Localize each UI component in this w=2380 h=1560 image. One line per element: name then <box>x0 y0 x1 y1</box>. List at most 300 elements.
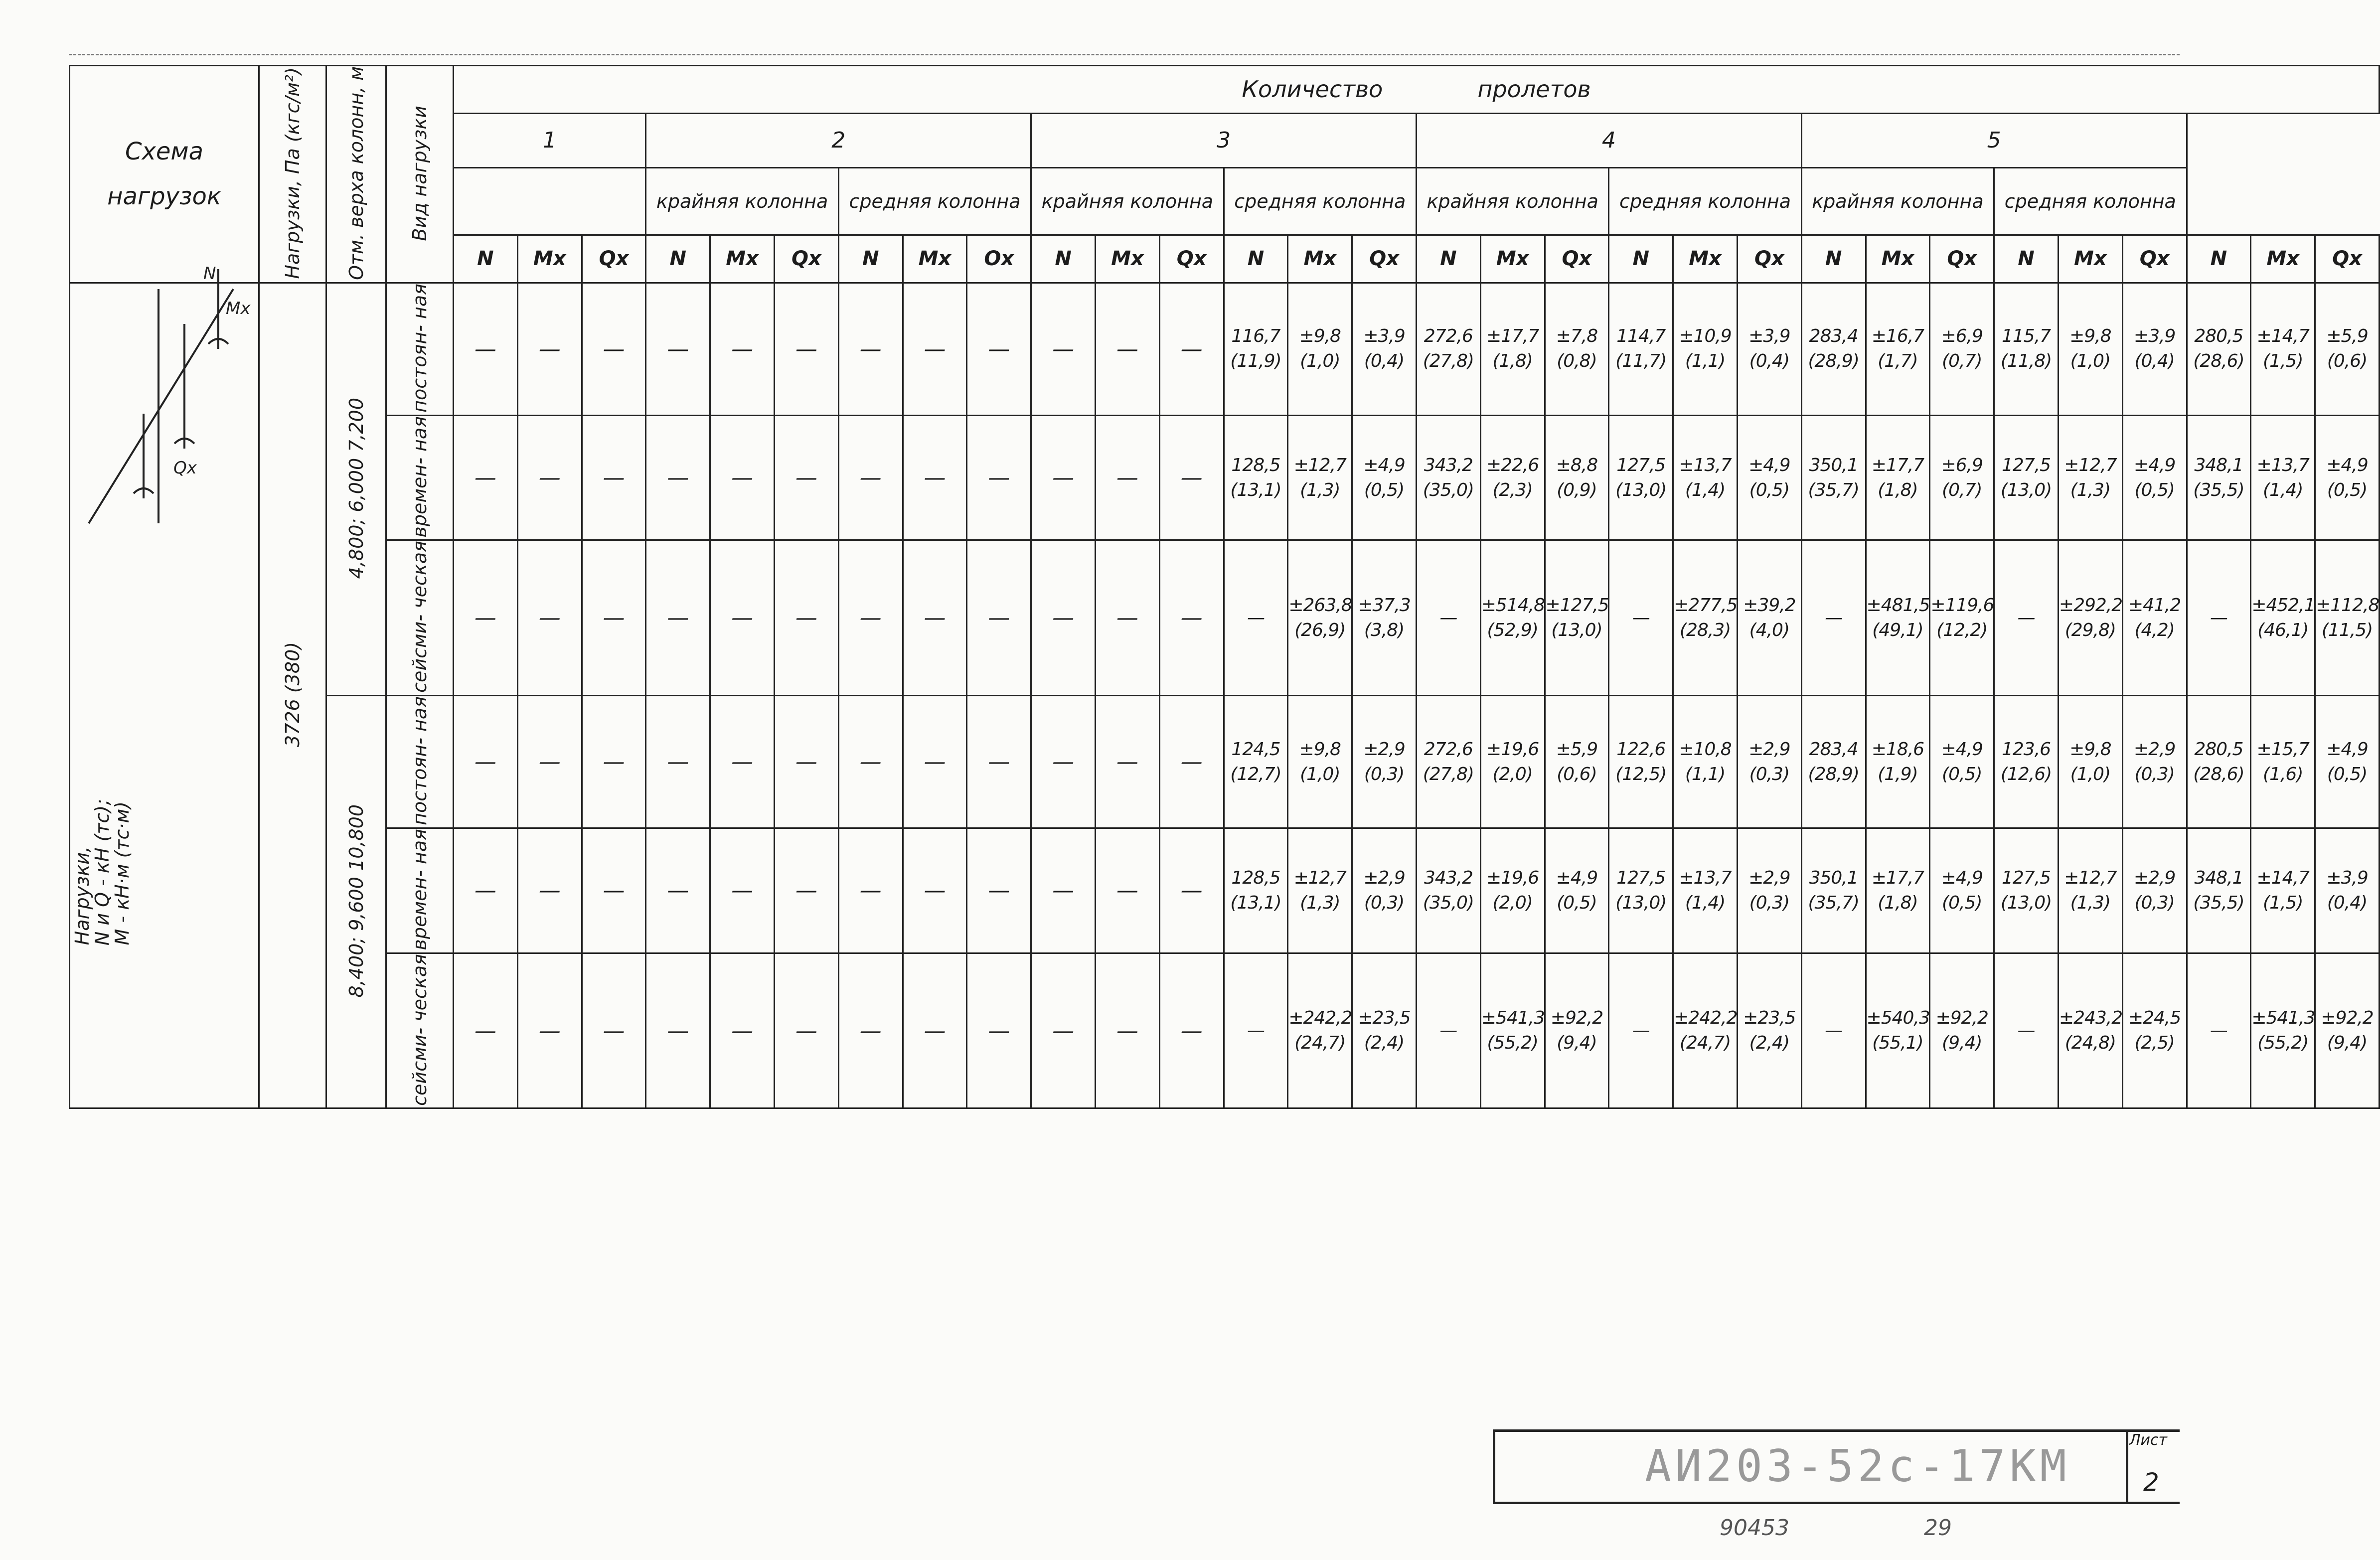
empty-cell: — <box>646 953 710 1108</box>
value-kgs: (49,1) <box>1872 620 1923 640</box>
legend-line-2: N и Q - кН (тс); <box>91 798 113 945</box>
value-kgs: (1,3) <box>2070 479 2110 500</box>
empty-cell: — <box>582 415 646 540</box>
empty-cell: — <box>1159 828 1224 953</box>
value-main: ±18,6 <box>1871 739 1924 760</box>
value-cell <box>1994 828 2059 953</box>
spans-title-1: Количество <box>1242 76 1383 103</box>
value-cell <box>1416 953 1480 1108</box>
value-main: ±23,5 <box>1743 1008 1796 1029</box>
value-cell <box>2315 953 2380 1108</box>
load-kind: сейсми- ческая <box>409 953 431 1106</box>
value-kgs: (2,0) <box>1492 892 1533 913</box>
value-cell <box>2122 540 2187 696</box>
empty-cell: — <box>903 283 967 415</box>
value-cell <box>1609 540 1673 696</box>
value-cell <box>2187 696 2251 828</box>
col-N-header: N <box>646 235 710 283</box>
value-main: — <box>2210 1020 2227 1041</box>
value-main: 115,7 <box>2001 326 2051 347</box>
value-cell <box>1737 953 1801 1108</box>
value-cell <box>1801 283 1866 415</box>
empty-cell: — <box>774 415 838 540</box>
value-main: ±3,9 <box>2133 326 2176 347</box>
empty-cell: — <box>1095 415 1159 540</box>
col-Qx-header: Qx <box>1930 235 1994 283</box>
value-cell <box>1416 540 1480 696</box>
empty-cell: — <box>838 283 903 415</box>
value-main: 272,6 <box>1424 326 1473 347</box>
value-cell <box>2187 953 2251 1108</box>
value-main: ±6,9 <box>1941 326 1983 347</box>
edge-col-header: крайняя колонна <box>1416 167 1608 235</box>
value-main: 343,2 <box>1424 455 1473 475</box>
value-kgs: (9,4) <box>2327 1033 2368 1054</box>
value-main: 272,6 <box>1424 739 1473 760</box>
col-Qx-header: Qx <box>582 235 646 283</box>
empty-cell: — <box>774 283 838 415</box>
value-main: ±13,7 <box>1679 455 1732 475</box>
schema-Qx-label: Qx <box>173 458 197 478</box>
value-kgs: (24,7) <box>1679 1033 1731 1054</box>
empty-cell: — <box>967 540 1031 696</box>
mid-col-header: средняя колонна <box>1994 167 2187 235</box>
col-Mx-header: Mx <box>1866 235 1930 283</box>
empty-cell: — <box>967 283 1031 415</box>
spans-title <box>454 66 2380 114</box>
value-cell <box>2122 696 2187 828</box>
empty-cell: — <box>582 283 646 415</box>
value-main: ±10,8 <box>1679 739 1732 760</box>
value-cell <box>1224 540 1288 696</box>
value-main: ±9,8 <box>2069 326 2111 347</box>
empty-cell: — <box>454 540 518 696</box>
elev-header-text: Отм. верха колонн, м <box>345 66 367 280</box>
value-cell <box>2187 283 2251 415</box>
empty-cell: — <box>646 283 710 415</box>
value-main: ±92,2 <box>1550 1008 1603 1029</box>
value-kgs: (0,3) <box>2134 892 2175 913</box>
value-kgs: (0,3) <box>1749 764 1789 784</box>
value-cell <box>1480 828 1545 953</box>
value-kgs: (35,5) <box>2193 892 2244 913</box>
load-header <box>259 66 326 283</box>
value-cell <box>1673 283 1738 415</box>
value-cell <box>1801 415 1866 540</box>
value-main: 116,7 <box>1231 326 1280 347</box>
value-cell <box>1930 415 1994 540</box>
value-kgs: (13,0) <box>2000 479 2052 500</box>
value-main: ±5,9 <box>1556 739 1598 760</box>
col-Mx-header: Mx <box>2058 235 2122 283</box>
value-main: ±540,3 <box>1866 1008 1930 1029</box>
col-Qx-header: Qx <box>1737 235 1801 283</box>
value-cell <box>1480 283 1545 415</box>
value-main: ±127,5 <box>1545 595 1609 616</box>
value-kgs: (1,0) <box>1300 351 1340 372</box>
empty-cell: — <box>582 696 646 828</box>
value-main: ±3,9 <box>1748 326 1790 347</box>
value-main: 128,5 <box>1231 455 1280 475</box>
value-main: ±541,3 <box>1481 1008 1545 1029</box>
kind-header-text: Вид нагрузки <box>409 105 431 241</box>
kind-header <box>386 66 454 283</box>
empty-cell: — <box>517 540 582 696</box>
forces-table <box>69 65 2380 1109</box>
value-main: ±4,9 <box>2326 455 2368 475</box>
value-kgs: (1,7) <box>1878 351 1918 372</box>
empty-cell: — <box>1031 415 1096 540</box>
value-kgs: (13,0) <box>1615 892 1667 913</box>
value-kgs: (1,4) <box>1685 892 1726 913</box>
value-cell <box>1288 415 1352 540</box>
empty-cell: — <box>903 540 967 696</box>
value-kgs: (0,3) <box>1364 892 1405 913</box>
value-kgs: (55,2) <box>2257 1033 2309 1054</box>
value-main: ±4,9 <box>1748 455 1790 475</box>
value-cell <box>1673 696 1738 828</box>
empty-cell: — <box>710 283 775 415</box>
elev-cell-2 <box>326 696 386 1108</box>
value-kgs: (11,7) <box>1615 351 1667 372</box>
value-cell <box>1930 283 1994 415</box>
value-kgs: (2,5) <box>2134 1033 2175 1054</box>
value-main: ±243,2 <box>2059 1008 2123 1029</box>
span1-blank <box>454 167 646 235</box>
empty-cell: — <box>710 540 775 696</box>
empty-cell: — <box>838 540 903 696</box>
value-kgs: (1,1) <box>1685 351 1726 372</box>
value-kgs: (1,1) <box>1685 764 1726 784</box>
value-main: ±13,7 <box>2256 455 2309 475</box>
mid-col-header: средняя колонна <box>1609 167 1801 235</box>
empty-cell: — <box>1095 283 1159 415</box>
value-cell <box>1416 415 1480 540</box>
value-main: ±15,7 <box>2256 739 2309 760</box>
value-kgs: (1,0) <box>2070 351 2110 372</box>
value-kgs: (13,0) <box>1551 620 1602 640</box>
legend-line-3: M - кН·м (тс·м) <box>111 801 133 945</box>
value-kgs: (0,9) <box>1557 479 1597 500</box>
value-main: 123,6 <box>2001 739 2051 760</box>
value-kgs: (0,5) <box>1942 764 1982 784</box>
value-main: ±3,9 <box>2326 867 2368 888</box>
col-N-header: N <box>1416 235 1480 283</box>
value-cell <box>1994 696 2059 828</box>
value-main: ±277,5 <box>1674 595 1738 616</box>
value-kgs: (2,0) <box>1492 764 1533 784</box>
value-cell <box>1866 953 1930 1108</box>
value-kgs: (1,3) <box>1300 892 1340 913</box>
value-main: ±541,3 <box>2251 1008 2315 1029</box>
value-main: ±37,3 <box>1358 595 1411 616</box>
value-kgs: (9,4) <box>1942 1033 1982 1054</box>
value-kgs: (55,2) <box>1487 1033 1538 1054</box>
value-main: ±9,8 <box>1299 739 1341 760</box>
edge-col-header: крайняя колонна <box>1031 167 1224 235</box>
elev-value-1: 4,800; 6,000 7,200 <box>345 397 367 579</box>
value-main: ±2,9 <box>1363 739 1405 760</box>
load-kind: времен- ная <box>409 829 431 950</box>
value-main: 128,5 <box>1231 867 1280 888</box>
top-cut-line <box>69 54 2180 55</box>
value-kgs: (1,4) <box>2263 479 2303 500</box>
value-kgs: (46,1) <box>2257 620 2309 640</box>
schema-N-label: N <box>203 264 216 284</box>
value-kgs: (11,9) <box>1230 351 1281 372</box>
document-code: АИ203-52с-17КМ <box>1645 1440 2070 1492</box>
value-kgs: (0,4) <box>1749 351 1789 372</box>
value-cell <box>1930 540 1994 696</box>
edge-col-header: крайняя колонна <box>646 167 838 235</box>
value-kgs: (3,8) <box>1364 620 1405 640</box>
empty-cell: — <box>774 540 838 696</box>
col-N-header: N <box>1801 235 1866 283</box>
value-main: 124,5 <box>1231 739 1280 760</box>
empty-cell: — <box>903 953 967 1108</box>
value-kgs: (27,8) <box>1423 764 1474 784</box>
value-cell <box>1545 828 1609 953</box>
col-Qx-header: Qx <box>774 235 838 283</box>
empty-cell: — <box>710 696 775 828</box>
value-kgs: (35,0) <box>1423 892 1474 913</box>
empty-cell: — <box>838 415 903 540</box>
value-kgs: (0,3) <box>1749 892 1789 913</box>
col-Qx-header: Qx <box>1352 235 1417 283</box>
col-Mx-header: Mx <box>1673 235 1738 283</box>
value-cell <box>1288 828 1352 953</box>
empty-cell: — <box>903 415 967 540</box>
value-kgs: (0,5) <box>2134 479 2175 500</box>
value-main: ±242,2 <box>1674 1008 1738 1029</box>
value-main: ±17,7 <box>1871 867 1924 888</box>
value-cell <box>1609 696 1673 828</box>
value-cell <box>1609 953 1673 1108</box>
span-count-2: 2 <box>646 113 1031 167</box>
value-cell <box>1994 540 2059 696</box>
value-main: 350,1 <box>1809 867 1858 888</box>
value-main: ±4,9 <box>1941 739 1983 760</box>
col-Qx-header: Qx <box>1159 235 1224 283</box>
value-main: ±19,6 <box>1486 867 1539 888</box>
value-main: ±242,2 <box>1288 1008 1352 1029</box>
value-cell <box>2251 415 2315 540</box>
value-main: — <box>1825 607 1843 628</box>
value-main: ±514,8 <box>1481 595 1545 616</box>
value-main: — <box>1247 607 1265 628</box>
archive-number: 90453 <box>1720 1515 1789 1541</box>
value-cell <box>1416 283 1480 415</box>
empty-cell: — <box>1095 696 1159 828</box>
value-main: — <box>1632 607 1650 628</box>
col-N-header: N <box>1031 235 1096 283</box>
value-cell <box>1737 415 1801 540</box>
empty-cell: — <box>1159 953 1224 1108</box>
value-cell <box>1288 696 1352 828</box>
value-cell <box>2251 953 2315 1108</box>
value-kgs: (0,3) <box>2134 764 2175 784</box>
value-cell <box>1288 953 1352 1108</box>
value-kgs: (35,7) <box>1808 479 1859 500</box>
empty-cell: — <box>1095 953 1159 1108</box>
value-cell <box>1737 828 1801 953</box>
value-cell <box>1673 953 1738 1108</box>
col-Ox-header: Ox <box>967 235 1031 283</box>
value-cell <box>1930 953 1994 1108</box>
value-cell <box>1737 540 1801 696</box>
empty-cell: — <box>1031 953 1096 1108</box>
value-main: 343,2 <box>1424 867 1473 888</box>
empty-cell: — <box>1031 828 1096 953</box>
value-cell <box>1545 696 1609 828</box>
value-kgs: (28,3) <box>1679 620 1731 640</box>
empty-cell: — <box>646 415 710 540</box>
value-kgs: (0,5) <box>1942 892 1982 913</box>
value-kgs: (1,9) <box>1878 764 1918 784</box>
col-N-header: N <box>1994 235 2059 283</box>
value-cell <box>2315 540 2380 696</box>
empty-cell: — <box>967 953 1031 1108</box>
load-kind-cell <box>386 540 454 696</box>
empty-cell: — <box>517 696 582 828</box>
value-main: 122,6 <box>1616 739 1666 760</box>
value-cell <box>2187 828 2251 953</box>
empty-cell: — <box>710 415 775 540</box>
value-main: ±4,9 <box>2133 455 2176 475</box>
span-count-3: 3 <box>1031 113 1417 167</box>
value-kgs: (35,5) <box>2193 479 2244 500</box>
value-cell <box>2251 540 2315 696</box>
value-cell <box>1352 696 1417 828</box>
empty-cell: — <box>582 540 646 696</box>
value-cell <box>2122 828 2187 953</box>
schema-title: Схема нагрузок <box>107 138 221 211</box>
value-cell <box>1352 828 1417 953</box>
value-main: 127,5 <box>1616 867 1666 888</box>
mid-col-header: средняя колонна <box>1224 167 1416 235</box>
value-main: ±19,6 <box>1486 739 1539 760</box>
empty-cell: — <box>1031 696 1096 828</box>
value-kgs: (52,9) <box>1487 620 1538 640</box>
col-Mx-header: Mx <box>710 235 775 283</box>
value-kgs: (1,0) <box>1300 764 1340 784</box>
load-kind: постоян- ная <box>409 696 431 826</box>
empty-cell: — <box>1031 283 1096 415</box>
col-N-header: N <box>2187 235 2251 283</box>
value-cell <box>1994 283 2059 415</box>
value-cell <box>2315 415 2380 540</box>
value-main: ±41,2 <box>2128 595 2181 616</box>
value-main: ±4,9 <box>1363 455 1405 475</box>
value-kgs: (2,4) <box>1749 1033 1789 1054</box>
load-value-cell <box>259 283 326 1108</box>
value-cell <box>2315 283 2380 415</box>
value-kgs: (0,8) <box>1557 351 1597 372</box>
load-kind-cell <box>386 828 454 953</box>
page-number: 29 <box>1924 1515 1952 1541</box>
value-main: 127,5 <box>2001 455 2051 475</box>
empty-cell: — <box>774 953 838 1108</box>
empty-cell: — <box>1159 696 1224 828</box>
value-cell <box>2058 415 2122 540</box>
value-main: 283,4 <box>1809 739 1858 760</box>
empty-cell: — <box>903 828 967 953</box>
value-main: ±12,7 <box>1293 455 1346 475</box>
value-kgs: (24,8) <box>2064 1033 2116 1054</box>
empty-cell: — <box>967 696 1031 828</box>
value-main: ±5,9 <box>2326 326 2368 347</box>
load-schema-diagram <box>69 249 258 648</box>
empty-cell: — <box>1031 540 1096 696</box>
load-kind: времен- ная <box>409 416 431 538</box>
elev-value-2: 8,400; 9,600 10,800 <box>345 804 367 998</box>
value-kgs: (35,0) <box>1423 479 1474 500</box>
load-kind-cell <box>386 415 454 540</box>
value-main: ±8,8 <box>1556 455 1598 475</box>
col-Qx-header: Qx <box>2122 235 2187 283</box>
empty-cell: — <box>582 953 646 1108</box>
value-cell <box>1416 828 1480 953</box>
value-kgs: (0,5) <box>1557 892 1597 913</box>
value-cell <box>1737 283 1801 415</box>
value-main: ±2,9 <box>2133 867 2176 888</box>
empty-cell: — <box>517 828 582 953</box>
value-main: ±16,7 <box>1871 326 1924 347</box>
value-cell <box>2122 415 2187 540</box>
value-cell <box>1866 540 1930 696</box>
value-main: 280,5 <box>2194 739 2243 760</box>
value-cell <box>1352 953 1417 1108</box>
value-kgs: (1,5) <box>2263 351 2303 372</box>
value-cell <box>1866 696 1930 828</box>
value-main: ±6,9 <box>1941 455 1983 475</box>
value-main: — <box>1247 1020 1265 1041</box>
value-cell <box>1480 953 1545 1108</box>
value-cell <box>1994 953 2059 1108</box>
value-kgs: (1,8) <box>1878 479 1918 500</box>
col-Mx-header: Mx <box>1288 235 1352 283</box>
value-kgs: (35,7) <box>1808 892 1859 913</box>
span-count-5: 5 <box>1801 113 2187 167</box>
value-main: — <box>1439 607 1457 628</box>
empty-cell: — <box>1095 828 1159 953</box>
span-count-1: 1 <box>454 113 646 167</box>
value-kgs: (12,5) <box>1615 764 1667 784</box>
value-cell <box>1288 283 1352 415</box>
value-cell <box>1224 283 1288 415</box>
sheet-number: 2 <box>2143 1468 2159 1497</box>
value-kgs: (9,4) <box>1557 1033 1597 1054</box>
value-main: ±17,7 <box>1486 326 1539 347</box>
value-main: ±12,7 <box>2064 455 2117 475</box>
value-cell <box>2251 696 2315 828</box>
value-main: — <box>2017 607 2035 628</box>
value-cell <box>2058 540 2122 696</box>
empty-cell: — <box>774 696 838 828</box>
value-main: ±9,8 <box>2069 739 2111 760</box>
value-cell <box>1480 415 1545 540</box>
empty-cell: — <box>582 828 646 953</box>
spans-title-2: пролетов <box>1477 76 1591 103</box>
value-main: ±14,7 <box>2256 867 2309 888</box>
value-cell <box>2187 540 2251 696</box>
value-main: ±452,1 <box>2251 595 2315 616</box>
value-main: 114,7 <box>1616 326 1666 347</box>
value-kgs: (13,0) <box>2000 892 2052 913</box>
value-main: ±2,9 <box>1748 739 1790 760</box>
value-cell <box>2315 828 2380 953</box>
empty-cell: — <box>454 828 518 953</box>
